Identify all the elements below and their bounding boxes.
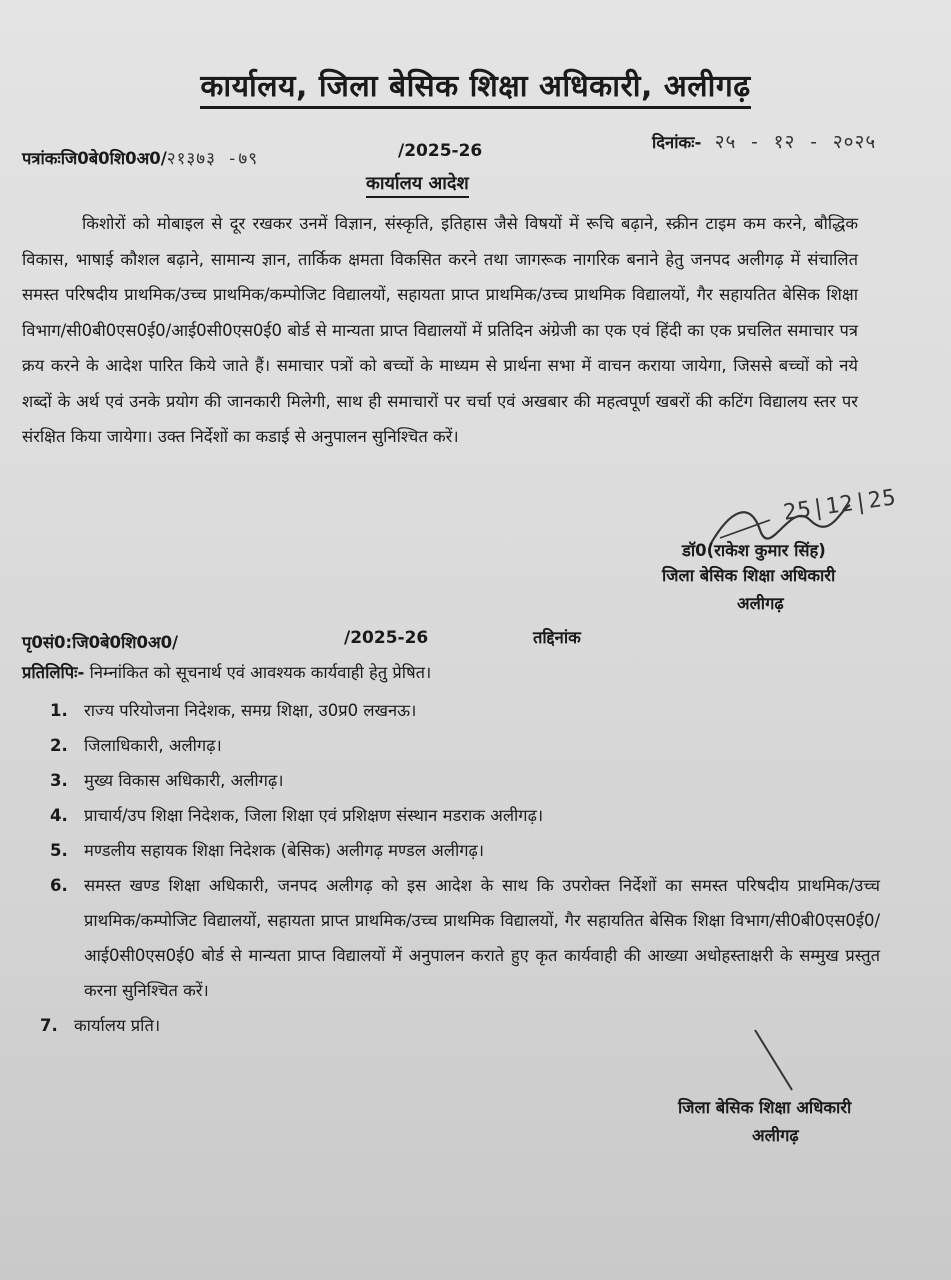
signature1-name: डॉ0(राकेश कुमार सिंह) <box>682 541 826 560</box>
date-handwritten: २५ - १२ - २०२५ <box>714 131 877 153</box>
list-item: 1. राज्य परियोजना निदेशक, समग्र शिक्षा, उ0प्र0 लखनऊ। <box>50 701 417 720</box>
letter-date: दिनांकः- २५ - १२ - २०२५ <box>652 131 877 153</box>
office-title: कार्यालय, जिला बेसिक शिक्षा अधिकारी, अलीगढ़ <box>0 64 951 105</box>
copy-intro-line: प्रतिलिपिः- निम्नांकित को सूचनार्थ एवं आवश्यक कार्यवाही हेतु प्रेषित। <box>22 663 432 682</box>
list-item: 4. प्राचार्य/उप शिक्षा निदेशक, जिला शिक्षा एवं प्रशिक्षण संस्थान मडराक अलीगढ़। <box>50 806 544 825</box>
list-item: 2. जिलाधिकारी, अलीगढ़। <box>50 736 222 755</box>
letter-number-handwritten: २१३७३ -७९ <box>166 149 259 169</box>
order-body-paragraph: किशोरों को मोबाइल से दूर रखकर उनमें विज्ञान, संस्कृति, इतिहास जैसे विषयों में रूचि बढ़ाने, स्क्रीन टाइम कम करने, बौद्धिक विकास, भाषाई कौशल बढ़ाने, सामान्य ज्ञान, तार्किक क्षमता विकसित करने तथा जागरूक नागरिक बनाने हेतु जनपद अलीगढ़ में संचालित समस्त परिषदीय प्राथमिक/उच्च प्राथमिक/कम्पोजिट विद्यालयों, सहायता प्राप्त प्राथमिक/उच्च प्राथमिक विद्यालयों, गैर सहायतित बेसिक शिक्षा विभाग/सी0बी0एस0ई0/आई0सी0एस0ई0 बोर्ड से मान्यता प्राप्त विद्यालयों में प्रतिदिन अंग्रेजी का एक एवं हिंदी का एक प्रचलित समाचार पत्र क्रय करने के आदेश पारित किये जाते हैं। समाचार पत्रों को बच्चों के माध्यम से प्रार्थना सभा में वाचन कराया जायेगा, जिससे बच्चों को नये शब्दों के अर्थ एवं उनके प्रयोग की जानकारी मिलेगी, साथ ही समाचारों पर चर्चा एवं अखबार की महत्वपूर्ण खबरों की कटिंग विद्यालय स्तर पर संरक्षित किया जायेगा। उक्त निर्देशों का कडाई से अनुपालन सुनिश्चित करें। <box>22 214 858 446</box>
copy-recipient-list <box>40 693 880 1043</box>
order-title: कार्यालय आदेश <box>366 171 469 198</box>
list-item: 5. मण्डलीय सहायक शिक्षा निदेशक (बेसिक) अलीगढ़ मण्डल अलीगढ़। <box>50 841 485 860</box>
copy-date: तद्दिनांक <box>533 628 581 647</box>
signature1-handwritten-date: 25|12|25 <box>781 485 899 526</box>
letter-session: /2025-26 <box>398 141 483 161</box>
copy-session: /2025-26 <box>344 628 429 648</box>
copy-reference-number: पृ0सं0:जि0बे0शि0अ0/ <box>22 633 179 652</box>
letter-number: पत्रांकःजि0बे0शि0अ0/२१३७३ -७९ <box>22 149 259 169</box>
signature2-place: अलीगढ़ <box>752 1126 799 1145</box>
list-item: 7. कार्यालय प्रति। <box>40 1016 161 1035</box>
list-item: 6. समस्त खण्ड शिक्षा अधिकारी, जनपद अलीगढ़ को इस आदेश के साथ कि उपरोक्त निर्देशों का समस्त परिषदीय प्राथमिक/उच्च प्राथमिक/कम्पोजिट विद्यालयों, सहायता प्राप्त प्राथमिक/उच्च प्राथमिक विद्यालयों, गैर सहायतित बेसिक शिक्षा विभाग/सी0बी0एस0ई0/आई0सी0एस0ई0 बोर्ड से मान्यता प्राप्त विद्यालयों में अनुपालन कराते हुए कृत कार्यवाही की आख्या अधोहस्ताक्षरी के सम्मुख प्रस्तुत करना सुनिश्चित करें। <box>50 876 880 1000</box>
signature2-designation: जिला बेसिक शिक्षा अधिकारी <box>678 1098 852 1117</box>
list-item: 3. मुख्य विकास अधिकारी, अलीगढ़। <box>50 771 284 790</box>
signature-stroke-2 <box>750 1025 800 1095</box>
signature1-place: अलीगढ़ <box>737 594 784 613</box>
signature1-designation: जिला बेसिक शिक्षा अधिकारी <box>662 566 836 585</box>
